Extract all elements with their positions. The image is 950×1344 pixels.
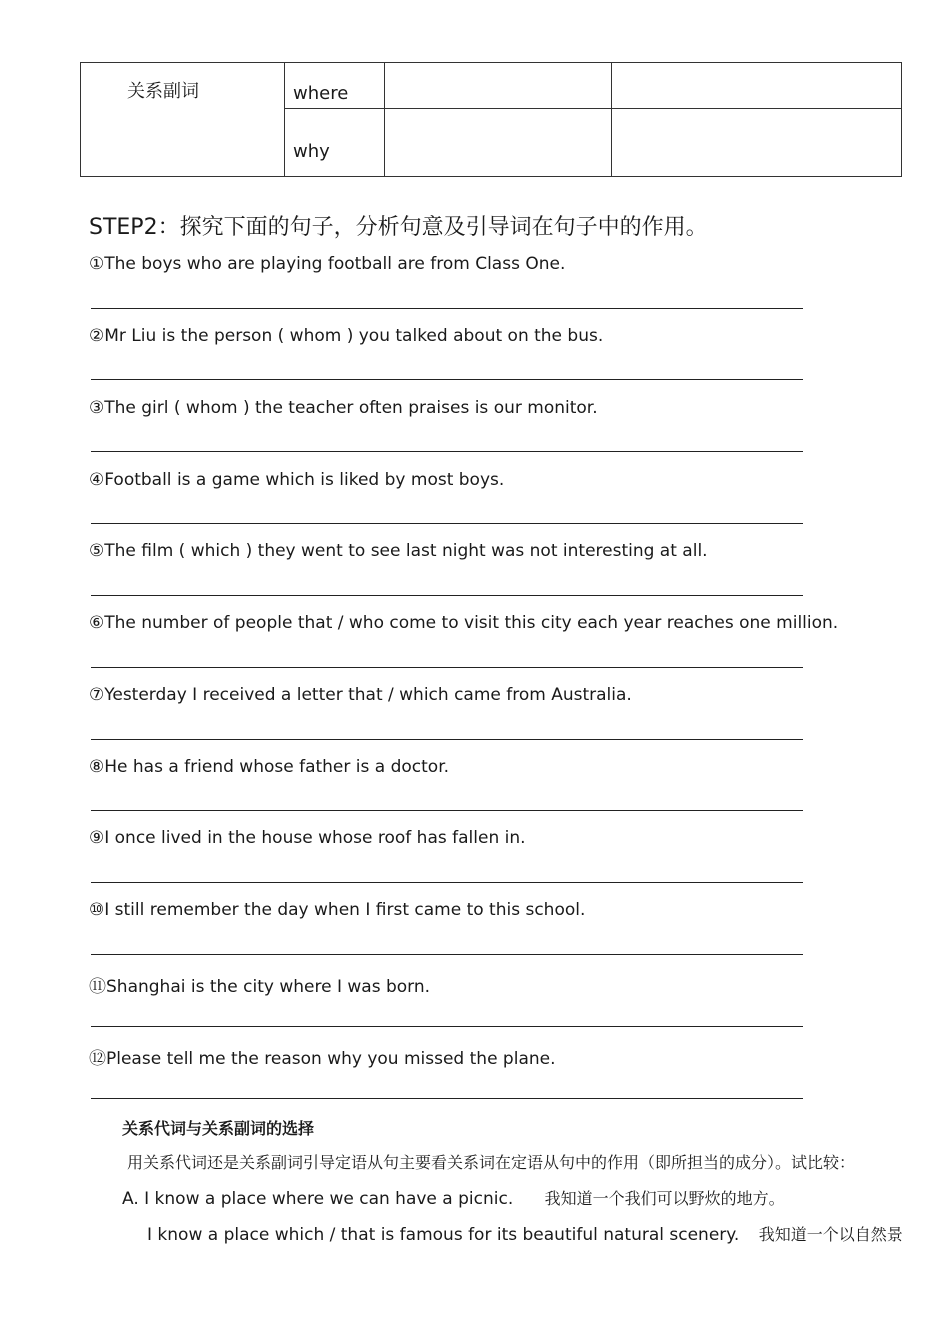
answer-line <box>91 308 803 309</box>
sentence-10: ⑩I still remember the day when I first came to this school. <box>89 900 586 920</box>
relative-word-table <box>80 62 902 177</box>
answer-line <box>91 667 803 668</box>
answer-line <box>91 882 803 883</box>
sentence-12: ⑫Please tell me the reason why you missed the plane. <box>89 1049 556 1069</box>
sentence-6: ⑥The number of people that / who come to visit this city each year reaches one million. <box>89 613 839 633</box>
table-row <box>81 63 902 109</box>
answer-line <box>91 1098 803 1099</box>
blank-cell <box>612 63 902 109</box>
answer-line <box>91 739 803 740</box>
example-a-line-1 <box>122 1186 785 1209</box>
sentence-8: ⑧He has a friend whose father is a doctor. <box>89 757 450 777</box>
example-a-zh-2: 我知道一个以自然景 <box>758 1225 903 1244</box>
sentence-2: ②Mr Liu is the person ( whom ) you talked about on the bus. <box>89 326 604 346</box>
blank-cell <box>612 109 902 177</box>
section-intro: 用关系代词还是关系副词引导定语从句主要看关系词在定语从句中的作用（即所担当的成分）。试比较： <box>127 1153 856 1172</box>
category-cell: 关系副词 <box>81 63 285 177</box>
section-subtitle: 关系代词与关系副词的选择 <box>122 1119 315 1138</box>
sentence-3: ③The girl ( whom ) the teacher often praises is our monitor. <box>89 398 598 418</box>
sentence-9: ⑨I once lived in the house whose roof has fallen in. <box>89 828 526 848</box>
sentence-4: ④Football is a game which is liked by most boys. <box>89 470 505 490</box>
example-a-zh-1: 我知道一个我们可以野炊的地方。 <box>544 1189 785 1208</box>
answer-line <box>91 451 803 452</box>
answer-line <box>91 523 803 524</box>
sentence-5: ⑤The film ( which ) they went to see last night was not interesting at all. <box>89 541 708 561</box>
sentence-11: ⑪Shanghai is the city where I was born. <box>89 977 431 997</box>
answer-line <box>91 810 803 811</box>
answer-line <box>91 1026 803 1027</box>
answer-line <box>91 379 803 380</box>
word-cell-where: where <box>285 63 385 109</box>
word-cell-why: why <box>285 109 385 177</box>
answer-line <box>91 595 803 596</box>
answer-line <box>91 954 803 955</box>
step2-title: STEP2：探究下面的句子，分析句意及引导词在句子中的作用。 <box>89 215 708 240</box>
sentence-1: ①The boys who are playing football are from Class One. <box>89 254 566 274</box>
example-a-en-2: I know a place which / that is famous for its beautiful natural scenery. <box>147 1225 740 1245</box>
example-a-label: A. <box>122 1189 139 1209</box>
example-a-line-2 <box>147 1222 903 1245</box>
sentence-7: ⑦Yesterday I received a letter that / which came from Australia. <box>89 685 632 705</box>
blank-cell <box>385 109 612 177</box>
blank-cell <box>385 63 612 109</box>
example-a-en-1: I know a place where we can have a picnic. <box>144 1189 514 1209</box>
